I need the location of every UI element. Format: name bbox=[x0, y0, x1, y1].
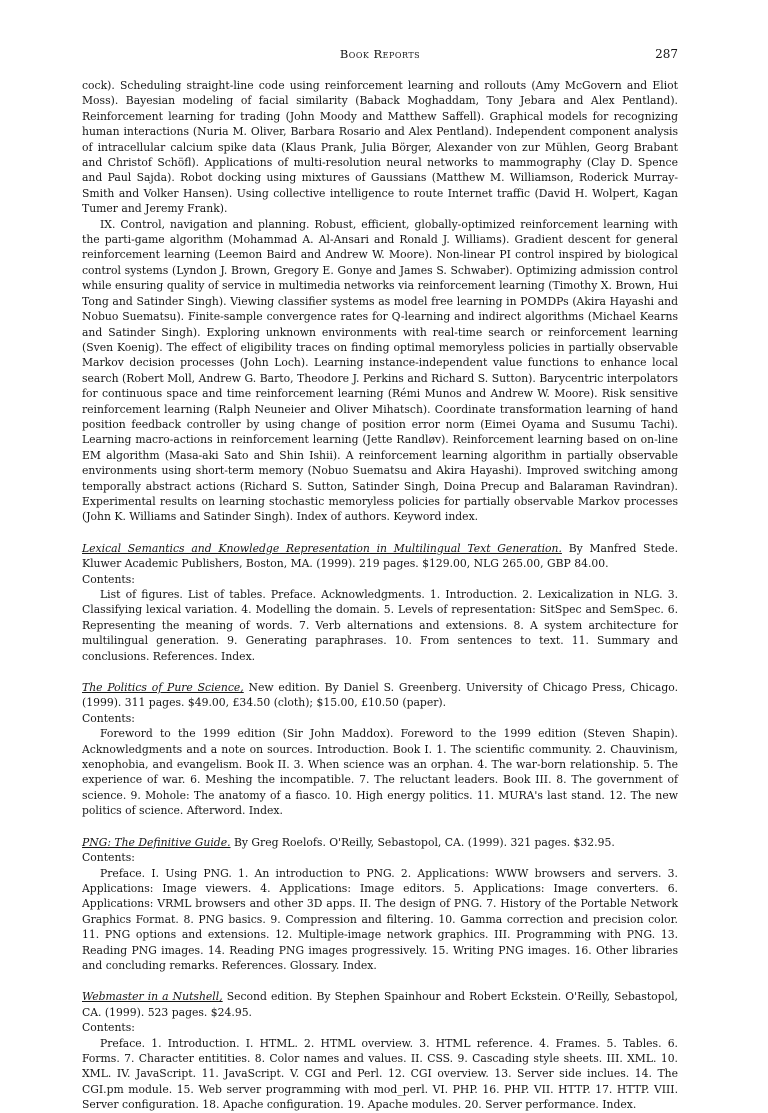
running-header bbox=[82, 47, 678, 65]
book-entry bbox=[82, 680, 678, 819]
table-of-contents: Preface. 1. Introduction. I. HTML. 2. HTML overview. 3. HTML reference. 4. Frames. 5. Tables. 6. Forms. 7. Character entitities. 8. Color names and values. II. CSS. 9. Cascading style sheets. III. XML. 10. XML. IV. JavaScript. 11. JavaScript. V. CGI and Perl. 12. CGI overview. 13. Server side inclues. 14. The CGI.pm module. 15. Web server programming with mod_perl. VI. PHP. 16. PHP. VII. HTTP. 17. HTTP. VIII. Server configuration. 18. Apache configuration. 19. Apache modules. 20. Server performance. Index. bbox=[82, 1036, 678, 1112]
book-title: Webmaster in a Nutshell, bbox=[82, 990, 223, 1004]
page-number: 287 bbox=[655, 47, 678, 61]
book-citation bbox=[82, 541, 678, 572]
running-title: Book Reports bbox=[339, 47, 421, 61]
book-citation bbox=[82, 989, 678, 1020]
book-entry bbox=[82, 835, 678, 974]
contents-label: Contents: bbox=[82, 851, 135, 865]
continued-paragraph: cock). Scheduling straight-line code using reinforcement learning and rollouts (Amy McGovern and Eliot Moss). Bayesian modeling of facial similarity (Baback Moghaddam, Tony Jebara and Alex Pentland). Reinforcement learning for trading (John Moody and Matthew Saffell). Graphical models for recognizing human interactions (Nuria M. Oliver, Barbara Rosario and Alex Pentland). Independent component analysis of intracellular calcium spike data (Klaus Prank, Julia Börger, Alexander von zur Mühlen, Georg Brabant and Christof Schöfl). Applications of multi-resolution neural networks to mammography (Clay D. Spence and Paul Sajda). Robot docking using mixtures of Gaussians (Matthew M. Williamson, Roderick Murray-Smith and Volker Hansen). Using collective intelligence to route Internet traffic (David H. Wolpert, Kagan Tumer and Jeremy Frank). bbox=[82, 79, 678, 216]
contents-label: Contents: bbox=[82, 572, 135, 586]
book-details: By Manfred Stede. Kluwer Academic Publishers, Boston, MA. (1999). 219 pages. $129.00, NLG 265.00, GBP 84.00. bbox=[82, 541, 679, 571]
table-of-contents: Preface. I. Using PNG. 1. An introduction to PNG. 2. Applications: WWW browsers and servers. 3. Applications: Image viewers. 4. Applications: Image editors. 5. Applications: Image converters. 6. Applications: VRML browsers and other 3D apps. II. The design of PNG. 7. History of the Portable Network Graphics Format. 8. PNG basics. 9. Compression and filtering. 10. Gamma correction and precision color. 11. PNG options and extensions. 12. Multiple-image network graphics. III. Programming with PNG. 13. Reading PNG images. 14. Reading PNG images progressively. 15. Writing PNG images. 16. Other libraries and concluding remarks. References. Glossary. Index. bbox=[82, 866, 678, 972]
page-body bbox=[82, 78, 678, 1113]
book-citation bbox=[82, 835, 678, 850]
book-details: By Greg Roelofs. O'Reilly, Sebastopol, CA. (1999). 321 pages. $32.95. bbox=[230, 835, 615, 849]
book-citation bbox=[82, 680, 678, 711]
contents-label: Contents: bbox=[82, 1021, 135, 1035]
table-of-contents: Foreword to the 1999 edition (Sir John Maddox). Foreword to the 1999 edition (Steven Shapin). Acknowledgments and a note on sources. Introduction. Book I. 1. The scientific community. 2. Chauvinism, xenophobia, and evangelism. Book II. 3. When science was an orphan. 4. The war-born relationship. 5. The experience of war. 6. Meshing the incompatible. 7. The reluctant leaders. Book III. 8. The government of science. 9. Mohole: The anatomy of a fiasco. 10. High energy politics. 11. MURA's last stand. 12. The new politics of science. Afterword. Index. bbox=[82, 727, 678, 818]
contents-label: Contents: bbox=[82, 711, 135, 725]
book-details: Second edition. By Stephen Spainhour and Robert Eckstein. O'Reilly, Sebastopol, CA. (1999). 523 pages. $24.95. bbox=[82, 990, 678, 1019]
book-details: New edition. By Daniel S. Greenberg. University of Chicago Press, Chicago. (1999). 311 pages. $49.00, £34.50 (cloth); $15.00, £10.50 (paper). bbox=[82, 681, 678, 710]
book-title: PNG: The Definitive Guide. bbox=[82, 835, 231, 849]
table-of-contents: List of figures. List of tables. Preface. Acknowledgments. 1. Introduction. 2. Lexicalization in NLG. 3. Classifying lexical variation. 4. Modelling the domain. 5. Levels of representation: SitSpec and SemSpec. 6. Representing the meaning of words. 7. Verb alternations and extensions. 8. A system architecture for multilingual generation. 9. Generating paraphrases. 10. From sentences to text. 11. Summary and conclusions. References. Index. bbox=[82, 588, 678, 663]
book-title: The Politics of Pure Science, bbox=[82, 681, 244, 695]
book-entry bbox=[82, 541, 678, 664]
section-paragraph: IX. Control, navigation and planning. Robust, efficient, globally-optimized reinforcement learning with the parti-game algorithm (Mohammad A. Al-Ansari and Ronald J. Williams). Gradient descent for general reinforcement learning (Leemon Baird and Andrew W. Moore). Non-linear PI control inspired by biological control systems (Lyndon J. Brown, Gregory E. Gonye and James S. Schwaber). Optimizing admission control while ensuring quality of service in multimedia networks via reinforcement learning (Timothy X. Brown, Hui Tong and Satinder Singh). Viewing classifier systems as model free learning in POMDPs (Akira Hayashi and Nobuo Suematsu). Finite-sample convergence rates for Q-learning and indirect algorithms (Michael Kearns and Satinder Singh). Exploring unknown environments with real-time search or reinforcement learning (Sven Koenig). The effect of eligibility traces on finding optimal memoryless policies in partially observable Markov decision processes (John Loch). Learning instance-independent value functions to enhance local search (Robert Moll, Andrew G. Barto, Theodore J. Perkins and Richard S. Sutton). Barycentric interpolators for continuous space and time reinforcement learning (Rémi Munos and Andrew W. Moore). Risk sensitive reinforcement learning (Ralph Neuneier and Oliver Mihatsch). Coordinate transformation learning of hand position feedback controller by using change of position error norm (Eimei Oyama and Susumu Tachi). Learning macro-actions in reinforcement learning (Jette Randløv). Reinforcement learning based on on-line EM algorithm (Masa-aki Sato and Shin Ishii). A reinforcement learning algorithm in partially observable environments using short-term memory (Nobuo Suematsu and Akira Hayashi). Improved switching among temporally abstract actions (Richard S. Sutton, Satinder Singh, Doina Precup and Balaraman Ravindran). Experimental results on learning stochastic memoryless policies for partially observable Markov processes (John K. Williams and Satinder Singh). Index of authors. Keyword index. bbox=[82, 217, 678, 524]
book-entry bbox=[82, 989, 678, 1112]
book-title: Lexical Semantics and Knowledge Representation in Multilingual Text Generation. bbox=[82, 541, 562, 555]
